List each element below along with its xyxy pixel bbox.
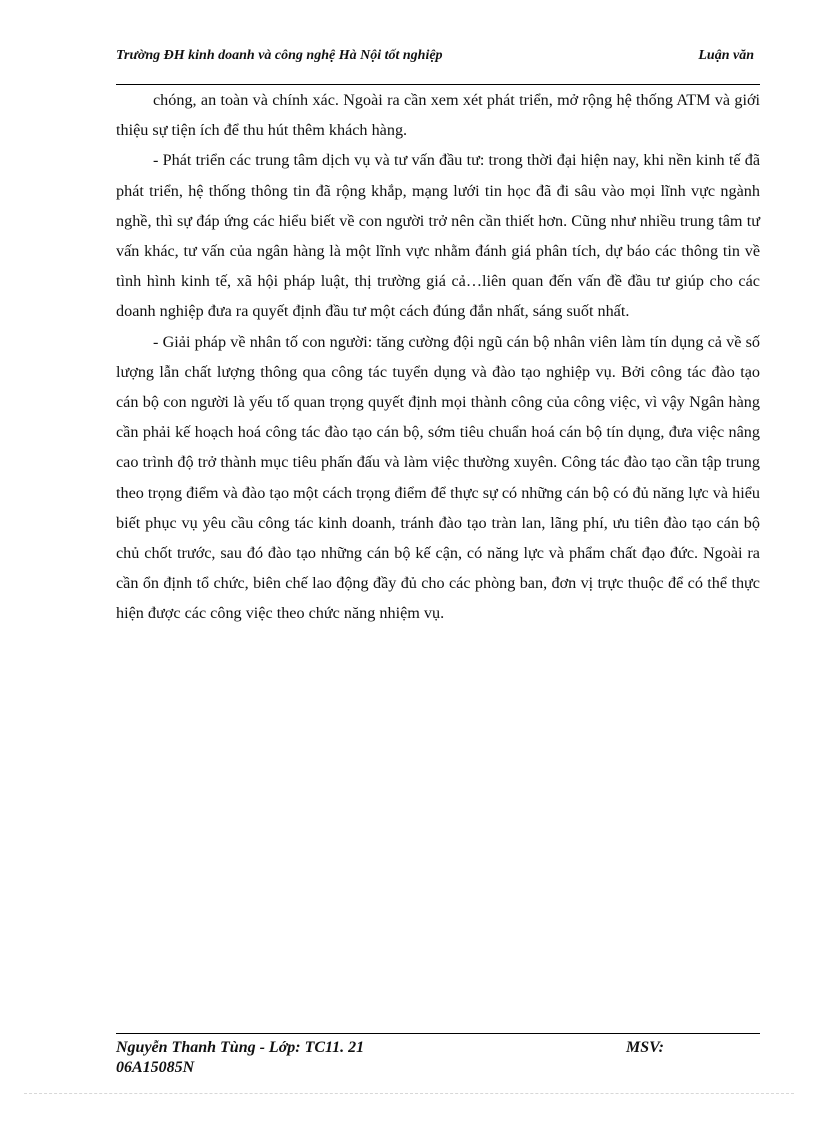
footer-student-id-label: MSV:: [626, 1039, 664, 1056]
paragraph-atm: chóng, an toàn và chính xác. Ngoài ra cần xem xét phát triển, mở rộng hệ thống ATM và giới thiệu sự tiện ích để thu hút thêm khách hàng.: [116, 91, 760, 140]
document-body: [116, 85, 760, 629]
paragraph-consulting-centers: - Phát triển các trung tâm dịch vụ và tư vấn đầu tư: trong thời đại hiện nay, khi nền kinh tế đã phát triển, hệ thống thông tin đã rộng khắp, mạng lưới tin học đã đi sâu vào mọi lĩnh vực ngành nghề, thì sự đáp ứng các hiểu biết về con người trở nên cần thiết hơn. Cũng như nhiều trung tâm tư vấn khác, tư vấn của ngân hàng là một lĩnh vực nhằm đánh giá phân tích, dự báo các thông tin về tình hình kinh tế, xã hội pháp luật, thị trường giá cả…liên quan đến vấn đề đầu tư giúp cho các doanh nghiệp đưa ra quyết định đầu tư một cách đúng đắn nhất, sáng suốt nhất.: [116, 151, 760, 321]
page-bottom-edge: [24, 1093, 794, 1094]
footer-divider: [116, 1033, 760, 1034]
footer-author-class: Nguyễn Thanh Tùng - Lớp: TC11. 21 06A15085N: [116, 1039, 365, 1076]
header-document-type: Luận văn: [698, 48, 754, 63]
paragraph-human-factor: - Giải pháp về nhân tố con người: tăng cường đội ngũ cán bộ nhân viên làm tín dụng cả về số lượng lẫn chất lượng thông qua công tác tuyển dụng và đào tạo nghiệp vụ. Bởi công tác đào tạo cán bộ con người là yếu tố quan trọng quyết định mọi thành công của công việc, vì vậy Ngân hàng cần phải kế hoạch hoá công tác đào tạo cán bộ, sớm tiêu chuẩn hoá cán bộ tín dụng, đưa việc nâng cao trình độ trở thành mục tiêu phấn đấu và làm việc thường xuyên. Công tác đào tạo cần tập trung theo trọng điểm và đào tạo một cách trọng điểm để thực sự có những cán bộ có đủ năng lực và hiểu biết phục vụ yêu cầu công tác kinh doanh, tránh đào tạo tràn lan, lãng phí, ưu tiên đào tạo cán bộ chủ chốt trước, sau đó đào tạo những cán bộ kế cận, có năng lực và phẩm chất đạo đức. Ngoài ra cần ổn định tổ chức, biên chế lao động đầy đủ cho các phòng ban, đơn vị trực thuộc để có thể thực hiện được các công việc theo chức năng nhiệm vụ.: [116, 332, 760, 623]
header-school-name: Trường ĐH kinh doanh và công nghệ Hà Nội tốt nghiệp: [116, 48, 443, 63]
